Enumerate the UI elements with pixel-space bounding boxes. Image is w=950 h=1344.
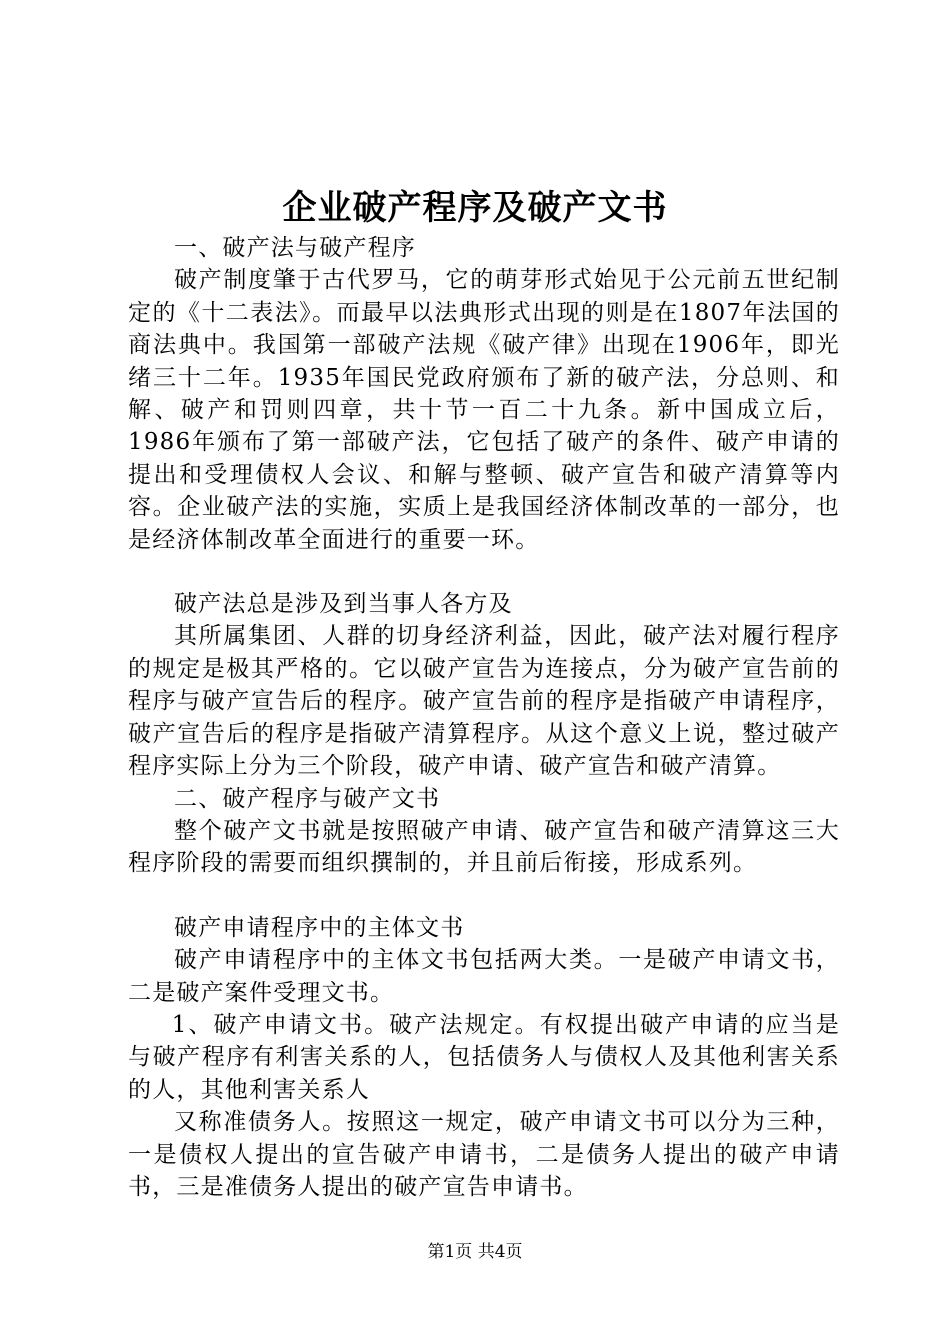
paragraph-parties: 破产法总是涉及到当事人各方及 (174, 591, 513, 618)
document-body (128, 232, 840, 1203)
section-heading-2: 二、破产程序与破产文书 (174, 785, 441, 812)
paragraph-two-categories: 破产申请程序中的主体文书包括两大类。一是破产申请文书，二是破产案件受理文书。 (128, 947, 840, 1006)
paragraph-history: 破产制度肇于古代罗马，它的萌芽形式始见于公元前五世纪制定的《十二表法》。而最早以法典形式出现的则是在1807年法国的商法典中。我国第一部破产法规《破产律》出现在1906年，即光绪三十二年。1935年国民党政府颁布了新的破产法，分总则、和解、破产和罚则四章，共十节一百二十九条。新中国成立后，1986年颁布了第一部破产法，它包括了破产的条件、破产申请的提出和受理债权人会议、和解与整顿、破产宣告和破产清算等内容。企业破产法的实施，实质上是我国经济体制改革的一部分，也是经济体制改革全面进行的重要一环。 (128, 267, 840, 553)
paragraph-three-kinds: 又称准债务人。按照这一规定，破产申请文书可以分为三种，一是债权人提出的宣告破产申请书，二是债务人提出的破产申请书，三是准债务人提出的破产宣告申请书。 (128, 1109, 840, 1200)
paragraph-procedure: 其所属集团、人群的切身经济利益，因此，破产法对履行程序的规定是极其严格的。它以破产宣告为连接点，分为破产宣告前的程序与破产宣告后的程序。破产宣告前的程序是指破产申请程序，破产宣告后的程序是指破产清算程序。从这个意义上说，整过破产程序实际上分为三个阶段，破产申请、破产宣告和破产清算。 (128, 623, 840, 780)
paragraph-documents: 整个破产文书就是按照破产申请、破产宣告和破产清算这三大程序阶段的需要而组织撰制的，并且前后衔接，形成系列。 (128, 817, 840, 877)
section-heading-1: 一、破产法与破产程序 (174, 235, 416, 261)
paragraph-application-documents: 1、破产申请文书。破产法规定。有权提出破产申请的应当是与破产程序有利害关系的人，包括债务人与债权人及其他利害关系的人，其他利害关系人 (128, 1011, 840, 1103)
page-number-footer: 第1页 共4页 (427, 1242, 523, 1262)
document-title: 企业破产程序及破产文书 (282, 188, 668, 228)
subheading-main-documents: 破产申请程序中的主体文书 (174, 914, 465, 941)
